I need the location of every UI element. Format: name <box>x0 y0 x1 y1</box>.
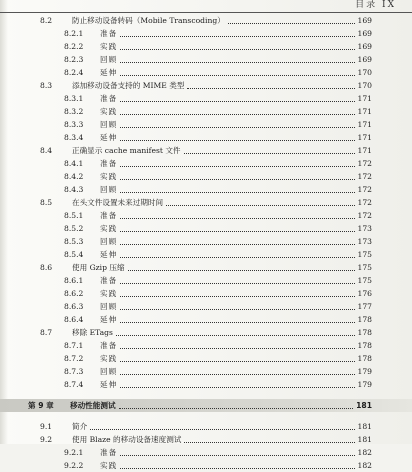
toc-entry-title: 准备 <box>100 211 118 220</box>
toc-entry-title: 延伸 <box>100 315 118 324</box>
toc-entry-title: 实践 <box>100 461 118 470</box>
toc-section-row[interactable] <box>0 79 412 92</box>
dot-leader <box>120 231 355 232</box>
toc-section-row[interactable] <box>0 144 412 157</box>
toc-subsection-row[interactable] <box>0 66 412 79</box>
toc-entry-number: 8.2.4 <box>64 68 84 77</box>
toc-entry-number: 8.4 <box>40 146 53 155</box>
toc-entry-number: 8.7.4 <box>64 380 84 389</box>
toc-entry-number: 8.5.3 <box>64 237 84 246</box>
toc-page-number: 173 <box>357 237 372 246</box>
toc-page-number: 172 <box>357 211 372 220</box>
dot-leader <box>120 348 355 349</box>
toc-entry-number: 8.6 <box>40 263 53 272</box>
toc-entry-title: 准备 <box>100 94 118 103</box>
dot-leader <box>120 257 355 258</box>
toc-page-number: 169 <box>357 16 372 25</box>
dot-leader <box>120 101 355 102</box>
toc-entry-number: 8.3.2 <box>64 107 84 116</box>
toc-page-number: 169 <box>357 55 372 64</box>
toc-entry-title: 准备 <box>100 276 118 285</box>
toc-entry-title: 实践 <box>100 107 118 116</box>
dot-leader <box>119 408 353 409</box>
toc-entry-title: 回顾 <box>100 185 118 194</box>
toc-subsection-row[interactable] <box>0 313 412 326</box>
toc-entry-title: 添加移动设备支持的 MIME 类型 <box>72 81 185 90</box>
dot-leader <box>128 270 355 271</box>
toc-subsection-row[interactable] <box>0 287 412 300</box>
toc-page-number: 182 <box>357 448 372 457</box>
dot-leader <box>166 205 355 206</box>
toc-entry-title: 实践 <box>100 42 118 51</box>
dot-leader <box>90 429 355 430</box>
header-text: 目录 IX <box>355 0 396 10</box>
toc-page-number: 181 <box>357 422 372 431</box>
toc-section-row[interactable] <box>0 14 412 27</box>
dot-leader <box>120 166 355 167</box>
toc-entry-title: 实践 <box>100 224 118 233</box>
toc-entry-title: 正确显示 cache manifest 文件 <box>72 146 181 155</box>
toc-entry-number: 8.5.1 <box>64 211 84 220</box>
toc-subsection-row[interactable] <box>0 378 412 391</box>
dot-leader <box>120 244 355 245</box>
toc-subsection-row[interactable] <box>0 274 412 287</box>
toc-entry-number: 8.2.2 <box>64 42 84 51</box>
toc-page-number: 175 <box>357 250 372 259</box>
dot-leader <box>120 283 355 284</box>
toc-subsection-row[interactable] <box>0 131 412 144</box>
toc-entry-number: 8.7.1 <box>64 341 84 350</box>
toc-entry-title: 延伸 <box>100 133 118 142</box>
toc-entry-title: 准备 <box>100 448 118 457</box>
toc-entry-number: 8.7 <box>40 328 53 337</box>
toc-subsection-row[interactable] <box>0 170 412 183</box>
toc-page-number: 178 <box>357 354 372 363</box>
toc-page-number: 176 <box>357 289 372 298</box>
toc-page-number: 172 <box>357 172 372 181</box>
toc-entry-number: 8.7.2 <box>64 354 84 363</box>
toc-page-number: 179 <box>357 367 372 376</box>
dot-leader <box>120 455 355 456</box>
toc-page-number: 175 <box>357 263 372 272</box>
toc-page-number: 179 <box>357 380 372 389</box>
toc-entry-title: 回顾 <box>100 237 118 246</box>
dot-leader <box>120 75 355 76</box>
toc-page-number: 171 <box>357 94 372 103</box>
dot-leader <box>120 62 355 63</box>
toc-subsection-row[interactable] <box>0 459 412 472</box>
dot-leader <box>187 88 355 89</box>
toc-section-row[interactable] <box>0 196 412 209</box>
toc-subsection-row[interactable] <box>0 157 412 170</box>
toc-subsection-row[interactable] <box>0 352 412 365</box>
dot-leader <box>120 322 355 323</box>
toc-section-row[interactable] <box>0 261 412 274</box>
toc-entry-title: 实践 <box>100 172 118 181</box>
dot-leader <box>120 218 355 219</box>
toc-page-number: 172 <box>357 198 372 207</box>
dot-leader <box>120 127 355 128</box>
toc-page-number: 171 <box>357 133 372 142</box>
toc-subsection-row[interactable] <box>0 183 412 196</box>
toc-entry-number: 8.5.4 <box>64 250 84 259</box>
toc-subsection-row[interactable] <box>0 300 412 313</box>
toc-entry-title: 准备 <box>100 29 118 38</box>
toc-entry-title: 使用 Blaze 的移动设备速度测试 <box>72 435 182 444</box>
dot-leader <box>120 468 355 469</box>
toc-entry-title: 延伸 <box>100 380 118 389</box>
toc-subsection-row[interactable] <box>0 105 412 118</box>
running-header <box>0 0 412 13</box>
toc-page-number: 170 <box>357 81 372 90</box>
toc-entry-number: 8.2 <box>40 16 53 25</box>
dot-leader <box>120 36 355 37</box>
toc-entry-number: 8.3.4 <box>64 133 84 142</box>
toc-subsection-row[interactable] <box>0 27 412 40</box>
toc-entry-number: 8.6.4 <box>64 315 84 324</box>
toc-page-number: 181 <box>357 435 372 444</box>
toc-subsection-row[interactable] <box>0 209 412 222</box>
toc-subsection-row[interactable] <box>0 40 412 53</box>
toc-entry-number: 8.2.3 <box>64 55 84 64</box>
toc-subsection-row[interactable] <box>0 53 412 66</box>
dot-leader <box>184 153 355 154</box>
toc-entry-title: 准备 <box>100 159 118 168</box>
toc-subsection-row[interactable] <box>0 92 412 105</box>
toc-entry-title: 实践 <box>100 289 118 298</box>
toc-entry-number: 8.2.1 <box>64 29 84 38</box>
dot-leader <box>120 387 355 388</box>
toc-page-number: 169 <box>357 29 372 38</box>
toc-page-number: 173 <box>357 224 372 233</box>
toc-entry-number: 8.6.2 <box>64 289 84 298</box>
dot-leader <box>120 114 355 115</box>
toc-chapter-row[interactable] <box>0 399 412 412</box>
toc-entry-title: 回顾 <box>100 367 118 376</box>
toc-entry-title: 延伸 <box>100 250 118 259</box>
toc-subsection-row[interactable] <box>0 118 412 131</box>
toc-entry-title: 防止移动设备转码（Mobile Transcoding） <box>72 16 225 25</box>
toc-page-number: 171 <box>357 120 372 129</box>
toc-entry-number: 8.4.3 <box>64 185 84 194</box>
dot-leader <box>120 49 355 50</box>
toc-entry-number: 8.3 <box>40 81 53 90</box>
toc-entry-number: 9.2.1 <box>64 448 84 457</box>
toc-subsection-row[interactable] <box>0 248 412 261</box>
toc-entry-title: 回顾 <box>100 55 118 64</box>
dot-leader <box>120 374 355 375</box>
toc-page-number: 181 <box>356 401 372 410</box>
toc-entry-number: 8.5.2 <box>64 224 84 233</box>
dot-leader <box>120 179 355 180</box>
toc-page-number: 178 <box>357 328 372 337</box>
toc-page-number: 175 <box>357 276 372 285</box>
toc-page-number: 170 <box>357 68 372 77</box>
toc-entry-title: 实践 <box>100 354 118 363</box>
toc-entry-title: 简介 <box>72 422 88 431</box>
toc-page-number: 169 <box>357 42 372 51</box>
toc-subsection-row[interactable] <box>0 365 412 378</box>
toc-page-number: 178 <box>357 341 372 350</box>
toc-entry-number: 8.3.1 <box>64 94 84 103</box>
toc-entry-title: 延伸 <box>100 68 118 77</box>
toc-entry-number: 8.4.1 <box>64 159 84 168</box>
toc-page-number: 178 <box>357 315 372 324</box>
toc-page-number: 177 <box>357 302 372 311</box>
toc-subsection-row[interactable] <box>0 222 412 235</box>
toc-entry-title: 在头文件设置未来过期时间 <box>72 198 164 207</box>
toc-section-row[interactable] <box>0 326 412 339</box>
toc-entry-number: 8.3.3 <box>64 120 84 129</box>
dot-leader <box>120 361 355 362</box>
toc-entry-number: 9.2.2 <box>64 461 84 470</box>
toc-section-row[interactable] <box>0 433 412 446</box>
toc-entry-number: 9.2 <box>40 435 53 444</box>
toc-entry-number: 8.6.3 <box>64 302 84 311</box>
toc-subsection-row[interactable] <box>0 339 412 352</box>
toc-entry-title: 回顾 <box>100 120 118 129</box>
toc-entry-title: 准备 <box>100 341 118 350</box>
dot-leader <box>116 335 355 336</box>
dot-leader <box>120 192 355 193</box>
toc-entry-number: 第 9 章 <box>28 401 54 410</box>
dot-leader <box>228 23 355 24</box>
toc-entry-title: 使用 Gzip 压缩 <box>72 263 125 272</box>
toc-page-number: 171 <box>357 107 372 116</box>
dot-leader <box>120 309 355 310</box>
toc-page-number: 171 <box>357 146 372 155</box>
toc-entry-number: 8.5 <box>40 198 53 207</box>
toc-entry-number: 8.6.1 <box>64 276 84 285</box>
toc-subsection-row[interactable] <box>0 235 412 248</box>
toc-page-number: 172 <box>357 159 372 168</box>
toc-entry-number: 8.4.2 <box>64 172 84 181</box>
toc-entry-title: 移除 ETags <box>72 328 113 337</box>
toc-subsection-row[interactable] <box>0 446 412 459</box>
dot-leader <box>120 296 355 297</box>
toc-entry-number: 9.1 <box>40 422 53 431</box>
toc-page-number: 182 <box>357 461 372 470</box>
toc-section-row[interactable] <box>0 420 412 433</box>
dot-leader <box>184 442 355 443</box>
toc-entry-number: 8.7.3 <box>64 367 84 376</box>
dot-leader <box>120 140 355 141</box>
toc-page-number: 172 <box>357 185 372 194</box>
toc-entry-title: 回顾 <box>100 302 118 311</box>
toc-entry-title: 移动性能测试 <box>70 401 116 410</box>
